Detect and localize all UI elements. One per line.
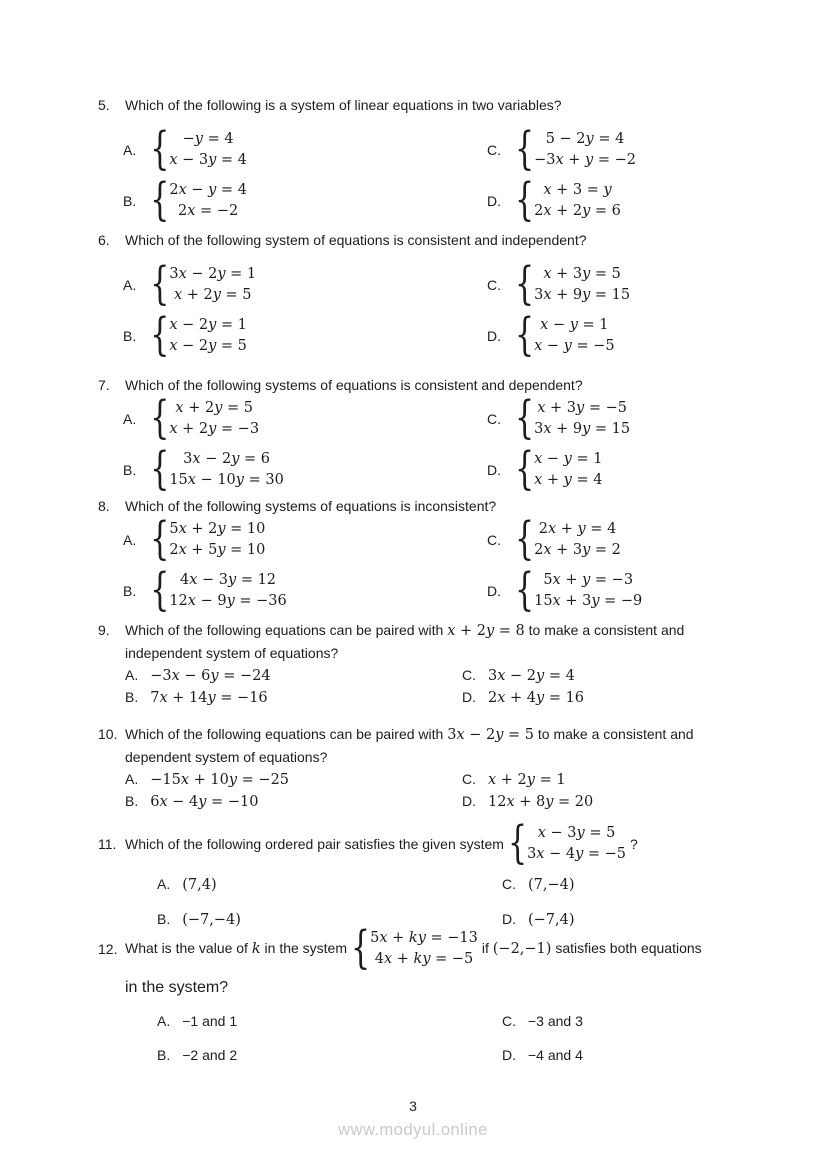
equation-system bbox=[150, 257, 257, 311]
option-a bbox=[157, 1013, 502, 1029]
option-label: B. bbox=[157, 1047, 171, 1063]
question-6 bbox=[98, 231, 790, 362]
question-number: 9. bbox=[98, 622, 110, 638]
option-value: −3 and 3 bbox=[528, 1013, 583, 1029]
question-number: 5. bbox=[98, 97, 110, 113]
option-c bbox=[487, 391, 790, 445]
option-label: C. bbox=[487, 276, 501, 293]
question-text-line2: independent system of equations? bbox=[125, 644, 339, 661]
question-text-after bbox=[482, 939, 702, 960]
option-equation: 6x − 4y = −10 bbox=[150, 794, 259, 811]
equation-bottom: 3x + 9y = 15 bbox=[534, 286, 631, 303]
option-label: C. bbox=[502, 1013, 516, 1029]
equation-bottom: 2x + 2y = 6 bbox=[534, 202, 621, 219]
option-value: (−7,4) bbox=[528, 912, 575, 928]
option-b bbox=[157, 911, 502, 928]
equation-bottom: 2x + 3y = 2 bbox=[534, 541, 621, 558]
equation-bottom: 3x + 9y = 15 bbox=[534, 420, 631, 437]
equation-system bbox=[150, 442, 284, 496]
question-text: Which of the following systems of equations is consistent and dependent? bbox=[125, 377, 583, 393]
question-10 bbox=[98, 725, 790, 810]
options-grid bbox=[157, 1013, 790, 1063]
option-equation: x + 2y = 1 bbox=[488, 772, 566, 789]
question-text bbox=[125, 725, 790, 766]
option-a bbox=[123, 257, 487, 311]
option-a bbox=[123, 122, 487, 176]
option-label: C. bbox=[487, 410, 501, 427]
option-a bbox=[125, 667, 462, 684]
brace-icon: { bbox=[351, 922, 371, 975]
option-a bbox=[123, 512, 487, 566]
question-text-if: if bbox=[481, 939, 489, 956]
equation-system bbox=[515, 391, 631, 445]
brace-icon: { bbox=[150, 512, 170, 566]
brace-icon: { bbox=[150, 391, 170, 445]
options-grid bbox=[125, 771, 790, 810]
question-text: Which of the following system of equations is consistent and independent? bbox=[125, 232, 587, 248]
question-5 bbox=[98, 96, 790, 227]
equation-top: 3x − 2y = 6 bbox=[183, 450, 270, 467]
option-b bbox=[123, 308, 487, 362]
option-label: A. bbox=[123, 410, 137, 427]
option-label: D. bbox=[487, 192, 501, 209]
question-12 bbox=[98, 922, 790, 1063]
question-text-after: to make a consistent and bbox=[537, 726, 694, 742]
option-label: B. bbox=[125, 689, 139, 706]
option-c bbox=[502, 876, 790, 893]
equation-system bbox=[515, 257, 631, 311]
option-d bbox=[462, 689, 790, 706]
option-c bbox=[487, 512, 790, 566]
question-text-line2: dependent system of equations? bbox=[125, 748, 328, 765]
option-label: B. bbox=[123, 461, 137, 478]
equation-system bbox=[150, 391, 260, 445]
equation-top: x + 3y = −5 bbox=[537, 399, 627, 416]
inline-equation-system bbox=[351, 922, 478, 975]
equation-top: x − y = 1 bbox=[534, 450, 603, 467]
equation-system bbox=[150, 308, 247, 362]
equation-bottom: 4x + ky = −5 bbox=[374, 951, 474, 967]
equation-system bbox=[515, 173, 621, 227]
option-label: D. bbox=[502, 1047, 516, 1063]
question-text bbox=[125, 621, 790, 662]
equation-system bbox=[515, 308, 615, 362]
options-grid bbox=[123, 391, 790, 496]
brace-icon: { bbox=[515, 122, 535, 176]
equation-top: 3x − 2y = 1 bbox=[169, 265, 257, 282]
equation-top: x + 2y = 5 bbox=[175, 399, 253, 416]
equation-top: 2x + y = 4 bbox=[538, 520, 617, 537]
question-number: 8. bbox=[98, 498, 110, 514]
option-label: A. bbox=[125, 771, 139, 788]
option-d bbox=[487, 442, 790, 496]
brace-icon: { bbox=[507, 817, 528, 870]
equation-system bbox=[150, 173, 247, 227]
option-label: D. bbox=[462, 689, 476, 706]
brace-icon: { bbox=[150, 442, 170, 496]
option-label: B. bbox=[125, 793, 139, 810]
option-d bbox=[502, 1047, 790, 1063]
equation-top: x − 3y = 5 bbox=[537, 825, 616, 841]
option-label: A. bbox=[123, 276, 137, 293]
equation-system bbox=[515, 512, 621, 566]
equation-system bbox=[515, 563, 643, 617]
option-b bbox=[125, 793, 462, 810]
option-value: (−7,−4) bbox=[182, 912, 241, 928]
question-number: 11. bbox=[98, 835, 117, 852]
brace-icon: { bbox=[515, 257, 535, 311]
option-label: B. bbox=[123, 192, 137, 209]
option-b bbox=[157, 1047, 502, 1063]
question-text-end: satisfies both equations bbox=[555, 939, 702, 956]
option-label: D. bbox=[502, 911, 516, 927]
option-value: −4 and 4 bbox=[528, 1047, 583, 1063]
option-c bbox=[462, 771, 790, 788]
brace-icon: { bbox=[150, 122, 170, 176]
option-b bbox=[125, 689, 462, 706]
equation-bottom: 2x = −2 bbox=[178, 202, 239, 219]
equation-top: x − 2y = 1 bbox=[169, 316, 247, 333]
page-number: 3 bbox=[409, 1098, 417, 1114]
equation-bottom: −3x + y = −2 bbox=[534, 151, 636, 168]
question-text-mid: in the system bbox=[264, 939, 348, 956]
options-grid bbox=[157, 876, 790, 928]
brace-icon: { bbox=[515, 512, 535, 566]
option-c bbox=[462, 667, 790, 684]
inline-equation-system bbox=[507, 817, 627, 870]
option-label: D. bbox=[487, 461, 501, 478]
brace-icon: { bbox=[150, 173, 170, 227]
option-label: A. bbox=[123, 141, 137, 158]
question-text-after: to make a consistent and bbox=[528, 622, 685, 638]
equation-top: 4x − 3y = 12 bbox=[180, 571, 277, 588]
brace-icon: { bbox=[150, 308, 170, 362]
option-equation: −15x + 10y = −25 bbox=[150, 772, 290, 789]
option-label: C. bbox=[487, 531, 501, 548]
brace-icon: { bbox=[150, 563, 170, 617]
equation-bottom: x + 2y = −3 bbox=[169, 420, 260, 437]
option-label: C. bbox=[502, 876, 516, 892]
watermark: www.modyul.online bbox=[338, 1121, 488, 1139]
option-label: D. bbox=[462, 793, 476, 810]
question-text: Which of the following ordered pair satisfies the given system bbox=[125, 835, 504, 852]
option-label: D. bbox=[487, 327, 501, 344]
option-c bbox=[487, 257, 790, 311]
option-label: A. bbox=[125, 667, 139, 684]
option-label: A. bbox=[157, 1013, 171, 1029]
option-equation: −3x − 6y = −24 bbox=[150, 668, 271, 685]
option-label: A. bbox=[157, 876, 171, 892]
question-9 bbox=[98, 621, 790, 706]
option-label: C. bbox=[462, 667, 476, 684]
question-8 bbox=[98, 497, 790, 617]
equation-top: 5x + 2y = 10 bbox=[169, 520, 266, 537]
inline-equation: x + 2y = 8 bbox=[447, 623, 525, 639]
equation-bottom: x − 2y = 5 bbox=[169, 337, 247, 354]
question-text-before: Which of the following equations can be paired with bbox=[125, 622, 444, 638]
option-label: B. bbox=[157, 911, 171, 927]
option-value: −2 and 2 bbox=[182, 1047, 238, 1063]
brace-icon: { bbox=[515, 563, 535, 617]
question-text: Which of the following systems of equations is inconsistent? bbox=[125, 498, 497, 514]
ordered-pair: (−2,−1) bbox=[492, 940, 552, 957]
variable-k: k bbox=[251, 940, 261, 957]
brace-icon: { bbox=[515, 442, 535, 496]
brace-icon: { bbox=[515, 308, 535, 362]
options-grid bbox=[123, 512, 790, 617]
option-c bbox=[487, 122, 790, 176]
option-equation: 2x + 4y = 16 bbox=[488, 690, 585, 707]
equation-bottom: 2x + 5y = 10 bbox=[169, 541, 266, 558]
question-text bbox=[125, 939, 347, 960]
question-11 bbox=[98, 817, 790, 928]
equation-top: x + 3 = y bbox=[543, 181, 612, 198]
equation-bottom: 3x − 4y = −5 bbox=[527, 846, 627, 862]
equation-top: 5x + ky = −13 bbox=[370, 930, 478, 946]
equation-system bbox=[515, 442, 603, 496]
equation-bottom: 15x + 3y = −9 bbox=[534, 592, 643, 609]
option-b bbox=[123, 173, 487, 227]
equation-top: x + 3y = 5 bbox=[543, 265, 621, 282]
equation-top: 5 − 2y = 4 bbox=[545, 130, 625, 147]
option-label: B. bbox=[123, 327, 137, 344]
equation-bottom: x − 3y = 4 bbox=[169, 151, 247, 168]
question-mark: ? bbox=[630, 835, 638, 852]
question-number: 10. bbox=[98, 726, 118, 742]
brace-icon: { bbox=[515, 173, 535, 227]
equation-bottom: x + y = 4 bbox=[534, 471, 603, 488]
options-grid bbox=[123, 257, 790, 362]
equation-bottom: x + 2y = 5 bbox=[173, 286, 252, 303]
option-a bbox=[123, 391, 487, 445]
equation-bottom: 15x − 10y = 30 bbox=[169, 471, 284, 488]
equation-system bbox=[515, 122, 636, 176]
option-label: C. bbox=[487, 141, 501, 158]
question-text-before: What is the value of bbox=[125, 939, 248, 956]
option-a bbox=[157, 876, 502, 893]
option-b bbox=[123, 563, 487, 617]
option-d bbox=[462, 793, 790, 810]
brace-icon: { bbox=[515, 391, 535, 445]
option-a bbox=[125, 771, 462, 788]
option-equation: 7x + 14y = −16 bbox=[150, 690, 268, 707]
equation-system bbox=[150, 512, 266, 566]
options-grid bbox=[123, 122, 790, 227]
equation-top: x − y = 1 bbox=[540, 316, 609, 333]
option-value: (7,−4) bbox=[528, 877, 575, 893]
equation-top: 2x − y = 4 bbox=[169, 181, 247, 198]
equation-bottom: x − y = −5 bbox=[534, 337, 615, 354]
option-label: D. bbox=[487, 582, 501, 599]
option-d bbox=[502, 911, 790, 928]
option-label: C. bbox=[462, 771, 476, 788]
equation-system bbox=[150, 122, 247, 176]
question-text: Which of the following is a system of linear equations in two variables? bbox=[125, 97, 562, 113]
option-d bbox=[487, 173, 790, 227]
brace-icon: { bbox=[150, 257, 170, 311]
inline-equation: 3x − 2y = 5 bbox=[447, 727, 535, 743]
question-number: 7. bbox=[98, 377, 110, 393]
options-grid bbox=[125, 667, 790, 706]
equation-bottom: 12x − 9y = −36 bbox=[169, 592, 287, 609]
option-b bbox=[123, 442, 487, 496]
option-equation: 3x − 2y = 4 bbox=[488, 668, 575, 685]
equation-top: −y = 4 bbox=[182, 130, 234, 147]
question-text-before: Which of the following equations can be paired with bbox=[125, 726, 444, 742]
option-label: B. bbox=[123, 582, 137, 599]
option-d bbox=[487, 563, 790, 617]
option-label: A. bbox=[123, 531, 137, 548]
option-d bbox=[487, 308, 790, 362]
option-equation: 12x + 8y = 20 bbox=[488, 794, 594, 811]
option-value: (7,4) bbox=[182, 877, 217, 893]
option-c bbox=[502, 1013, 790, 1029]
equation-top: 5x + y = −3 bbox=[543, 571, 634, 588]
question-number: 6. bbox=[98, 232, 110, 248]
question-7 bbox=[98, 376, 790, 496]
equation-system bbox=[150, 563, 287, 617]
option-value: −1 and 1 bbox=[182, 1013, 238, 1029]
question-text-line2: in the system? bbox=[125, 979, 229, 996]
question-number: 12. bbox=[98, 940, 118, 957]
